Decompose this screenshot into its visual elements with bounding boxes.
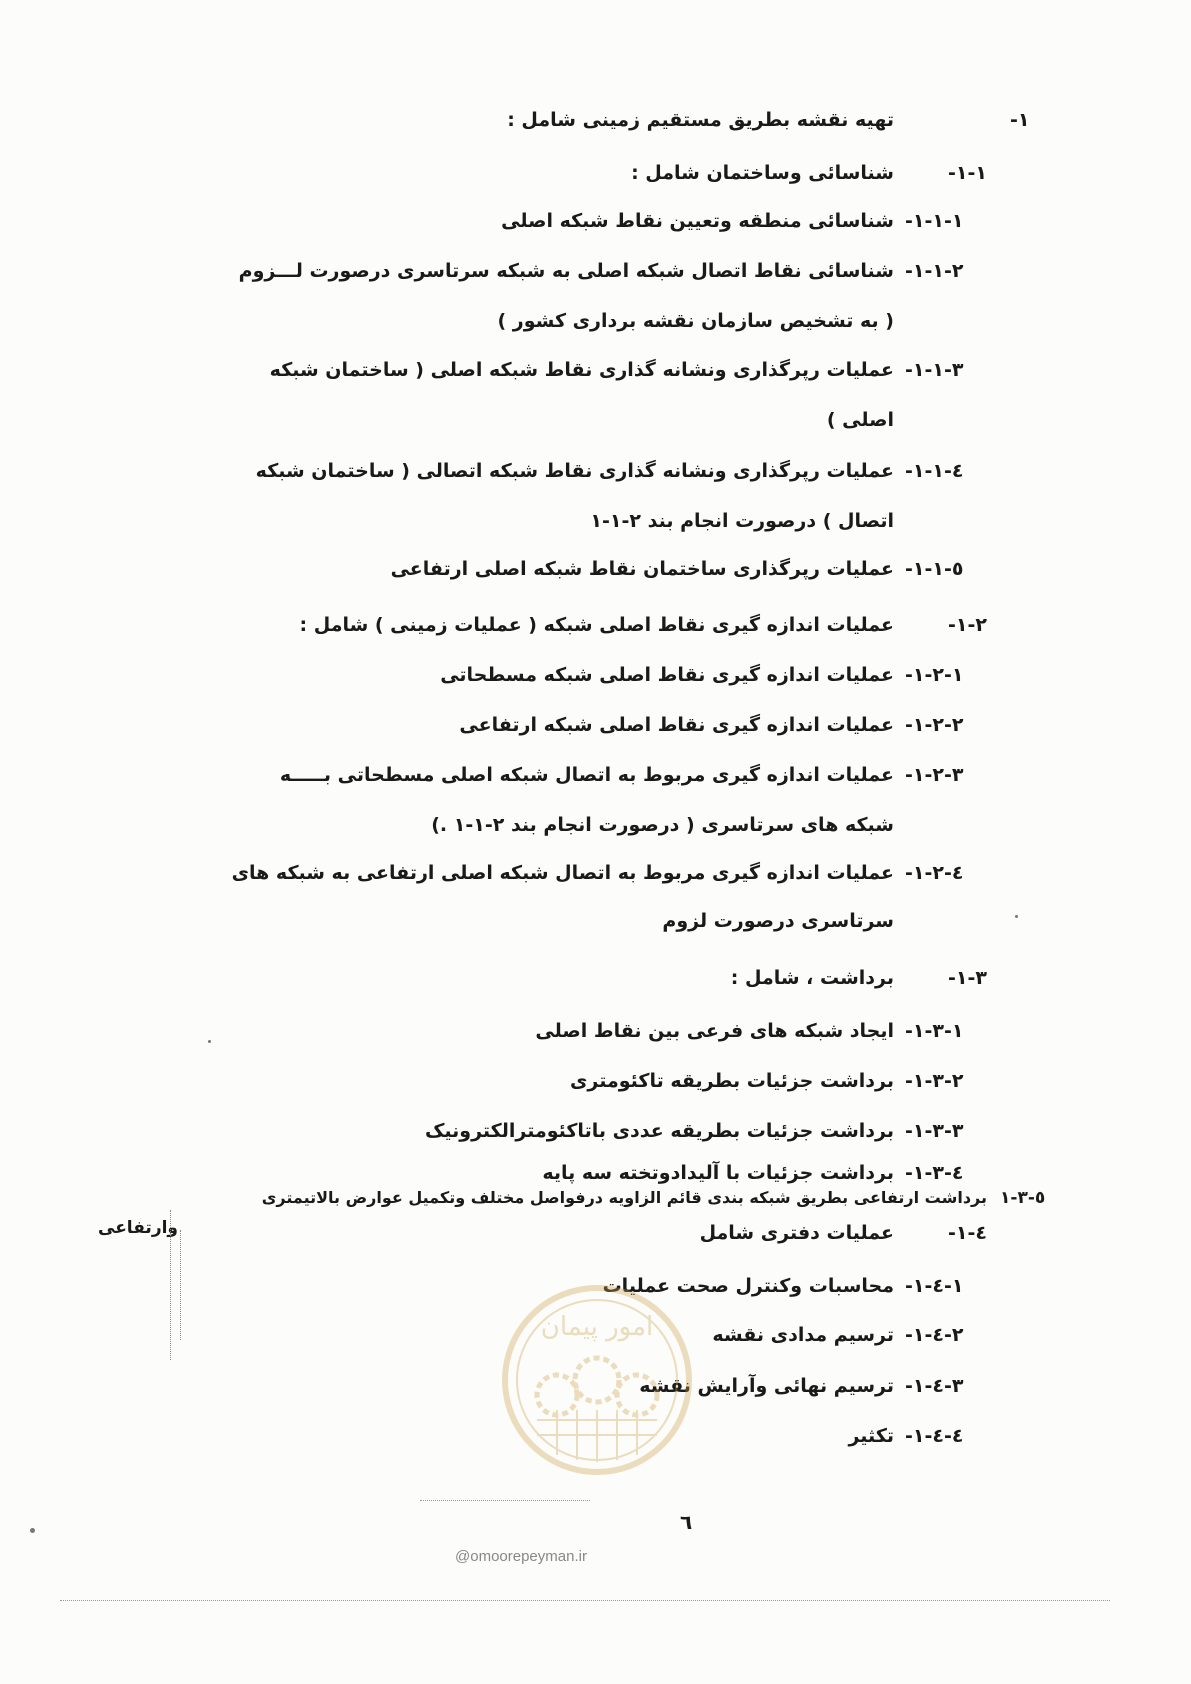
item-text: عملیات اندازه گیری نقاط اصلی شبکه مسطحاتی bbox=[440, 664, 894, 686]
item-number: -٤-١-١ bbox=[905, 460, 964, 482]
item-text-continued: ( به تشخیص سازمان نقشه برداری کشور ) bbox=[497, 310, 894, 332]
item-number-handwritten: ٥-٣-١ bbox=[1000, 1188, 1046, 1208]
item-text: تهیه نقشه بطریق مستقیم زمینی شامل : bbox=[507, 109, 894, 131]
item-text: تکثیر bbox=[848, 1425, 894, 1447]
item-text: برداشت ، شامل : bbox=[730, 967, 894, 989]
scan-artifact bbox=[1015, 915, 1018, 918]
item-text: شناسائی منطقه وتعیین نقاط شبکه اصلی bbox=[501, 210, 894, 232]
scan-artifact bbox=[30, 1528, 35, 1533]
item-text-continued: اصلی ) bbox=[826, 409, 894, 431]
item-text: برداشت جزئیات بطریقه تاکئومتری bbox=[569, 1070, 894, 1092]
item-number: -٢-٣-١ bbox=[905, 1070, 964, 1092]
item-number: -٣-٣-١ bbox=[905, 1120, 964, 1142]
item-text: شناسائی وساختمان شامل : bbox=[631, 162, 894, 184]
scan-artifact bbox=[208, 1040, 211, 1043]
watermark-logo-text: امور پیمان bbox=[540, 1312, 654, 1342]
scan-artifact bbox=[60, 1600, 1110, 1601]
item-text: عملیات رپرگذاری ونشانه گذاری نقاط شبکه اصلی ( ساختمان شبکه bbox=[269, 359, 894, 381]
page-number: ٦ bbox=[680, 1510, 693, 1534]
item-text-handwritten-continued: وارتفاعی bbox=[98, 1218, 178, 1238]
item-text: عملیات رپرگذاری ساختمان نقاط شبکه اصلی ارتفاعی bbox=[390, 558, 894, 580]
item-text-continued: سرتاسری درصورت لزوم bbox=[662, 910, 894, 932]
item-text: ایجاد شبکه های فرعی بین نقاط اصلی bbox=[535, 1020, 894, 1042]
item-number: -١-٢-١ bbox=[905, 664, 964, 686]
item-text: برداشت جزئیات با آلیدادوتخته سه پایه bbox=[542, 1162, 894, 1184]
item-number: -٣-٢-١ bbox=[905, 764, 964, 786]
item-text: ترسیم نهائی وآرایش نقشه bbox=[639, 1375, 894, 1397]
item-text: عملیات دفتری شامل bbox=[699, 1222, 894, 1244]
item-text: عملیات اندازه گیری مربوط به اتصال شبکه اصلی مسطحاتی بـــــه bbox=[279, 764, 894, 786]
item-number: -٤-٣-١ bbox=[905, 1162, 964, 1184]
item-number: -٤-١ bbox=[948, 1222, 987, 1244]
item-number: -٢-٤-١ bbox=[905, 1324, 964, 1346]
item-number: -٢-٢-١ bbox=[905, 714, 964, 736]
item-number: -١ bbox=[1010, 109, 1030, 131]
item-number: -٣-٤-١ bbox=[905, 1375, 964, 1397]
item-text-handwritten: برداشت ارتفاعی بطریق شبکه بندی قائم الزاویه درفواصل مختلف وتکمیل عوارض بالاتیمتری bbox=[261, 1188, 987, 1207]
item-number: -١-١-١ bbox=[905, 210, 964, 232]
item-number: -٢-١ bbox=[948, 614, 987, 636]
item-number: -٤-٤-١ bbox=[905, 1425, 964, 1447]
item-number: -٢-١-١ bbox=[905, 260, 964, 282]
item-number: -٣-١ bbox=[948, 967, 987, 989]
item-text: محاسبات وکنترل صحت عملیات bbox=[602, 1275, 894, 1297]
item-text: ترسیم مدادی نقشه bbox=[712, 1324, 894, 1346]
scan-artifact bbox=[180, 1230, 181, 1340]
item-number: -٣-١-١ bbox=[905, 359, 964, 381]
item-text: عملیات اندازه گیری مربوط به اتصال شبکه اصلی ارتفاعی به شبکه های bbox=[231, 862, 894, 884]
scan-artifact bbox=[420, 1500, 590, 1501]
scan-artifact bbox=[170, 1210, 171, 1360]
item-number: -١-٣-١ bbox=[905, 1020, 964, 1042]
item-text: شناسائی نقاط اتصال شبکه اصلی به شبکه سرتاسری درصورت لـــزوم bbox=[238, 260, 894, 282]
watermark-logo bbox=[497, 1280, 697, 1480]
item-number: -٤-٢-١ bbox=[905, 862, 964, 884]
item-text: عملیات اندازه گیری نقاط اصلی شبکه ( عملیات زمینی ) شامل : bbox=[299, 614, 894, 636]
item-number: -١-٤-١ bbox=[905, 1275, 964, 1297]
item-text: عملیات رپرگذاری ونشانه گذاری نقاط شبکه اتصالی ( ساختمان شبکه bbox=[255, 460, 894, 482]
item-number: -١-١ bbox=[948, 162, 987, 184]
item-number: -٥-١-١ bbox=[905, 558, 964, 580]
item-text: عملیات اندازه گیری نقاط اصلی شبکه ارتفاعی bbox=[459, 714, 894, 736]
watermark-caption: @omoorepeyman.ir bbox=[455, 1548, 587, 1565]
item-text: برداشت جزئیات بطریقه عددی باتاکئومترالکترونیک bbox=[424, 1120, 894, 1142]
item-text-continued: شبکه های سرتاسری ( درصورت انجام بند ٢-١-١ .) bbox=[431, 814, 894, 836]
item-text-continued: اتصال ) درصورت انجام بند ٢-١-١ bbox=[590, 510, 894, 532]
